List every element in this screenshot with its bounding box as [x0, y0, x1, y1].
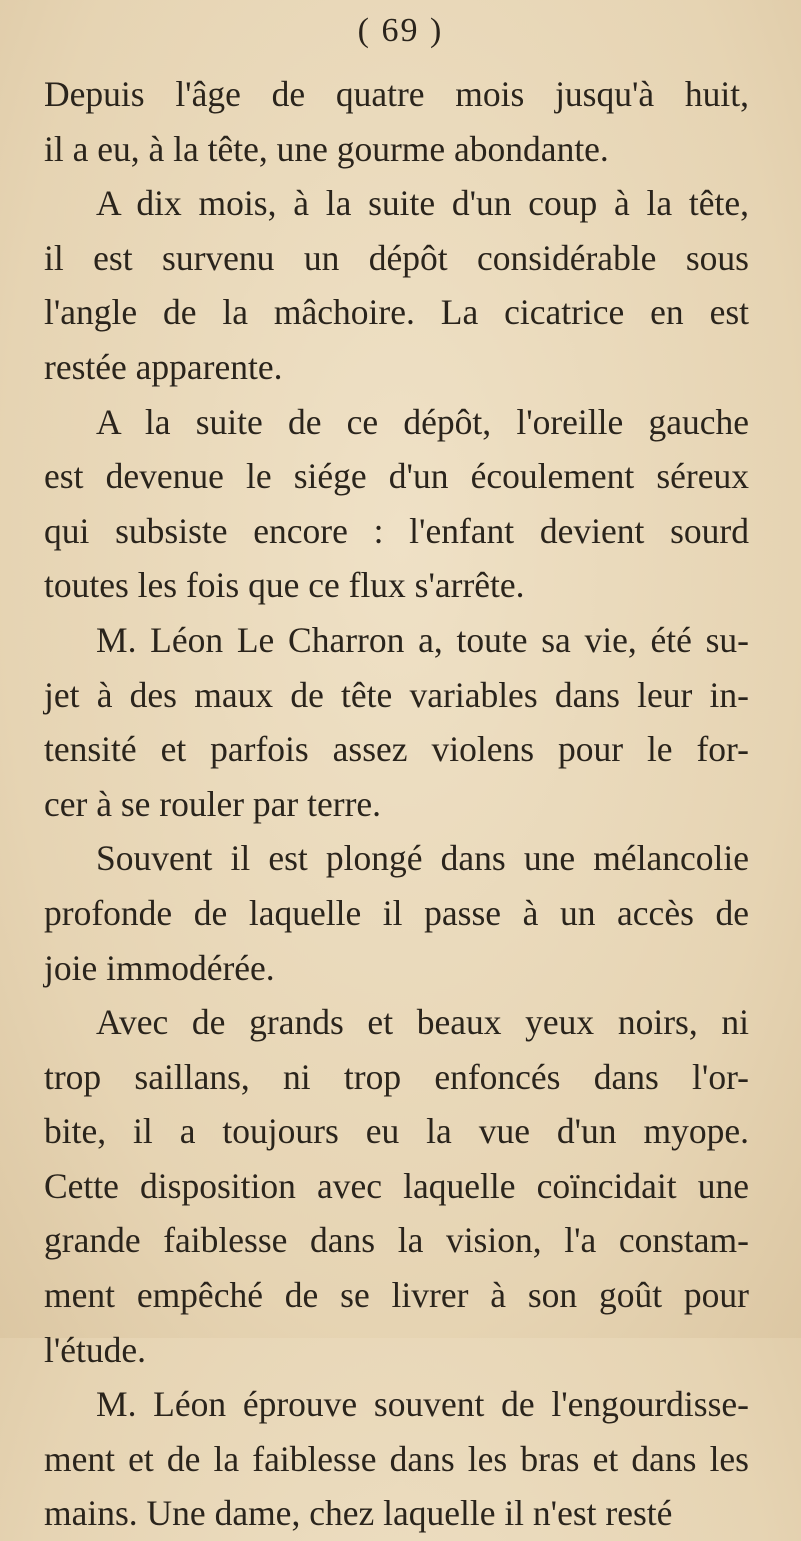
- page-number: ( 69 ): [357, 12, 444, 49]
- paragraph: [44, 995, 749, 1377]
- text-line: mains. Une dame, chez laquelle il n'est resté: [44, 1493, 673, 1534]
- text-line: A la suite de ce dépôt, l'oreille gauche: [96, 401, 749, 442]
- body-text: [44, 67, 749, 1541]
- text-line: ment et de la faiblesse dans les bras et dans les: [44, 1438, 749, 1479]
- text-line: cer à se rouler par terre.: [44, 783, 382, 824]
- paragraph: [44, 613, 749, 831]
- text-line: grande faiblesse dans la vision, l'a constam-: [44, 1220, 749, 1261]
- text-line: profonde de laquelle il passe à un accès de: [44, 892, 749, 933]
- text-line: M. Léon éprouve souvent de l'engourdisse-: [96, 1384, 749, 1425]
- text-line: est devenue le siége d'un écoulement séreux: [44, 456, 749, 497]
- paragraph: [44, 67, 749, 176]
- text-line: tensité et parfois assez violens pour le for-: [44, 729, 749, 770]
- paragraph: [44, 1377, 749, 1541]
- text-line: il a eu, à la tête, une gourme abondante.: [44, 128, 609, 169]
- text-line: joie immodérée.: [44, 947, 275, 988]
- text-line: Avec de grands et beaux yeux noirs, ni: [96, 1002, 749, 1043]
- text-line: ment empêché de se livrer à son goût pour: [44, 1275, 749, 1316]
- text-line: bite, il a toujours eu la vue d'un myope.: [44, 1111, 749, 1152]
- text-line: Cette disposition avec laquelle coïncidait une: [44, 1165, 749, 1206]
- paragraph: [44, 395, 749, 613]
- text-line: Depuis l'âge de quatre mois jusqu'à huit,: [44, 74, 749, 114]
- text-line: Souvent il est plongé dans une mélancolie: [96, 838, 749, 879]
- text-line: il est survenu un dépôt considérable sous: [44, 237, 749, 278]
- text-line: A dix mois, à la suite d'un coup à la tête,: [96, 183, 749, 224]
- text-line: jet à des maux de tête variables dans leur in-: [44, 674, 749, 715]
- text-line: l'étude.: [44, 1329, 147, 1370]
- text-line: M. Léon Le Charron a, toute sa vie, été su-: [96, 619, 749, 660]
- text-line: trop saillans, ni trop enfoncés dans l'or-: [44, 1056, 749, 1097]
- text-line: restée apparente.: [44, 346, 283, 387]
- text-line: l'angle de la mâchoire. La cicatrice en est: [44, 292, 749, 333]
- text-line: qui subsiste encore : l'enfant devient sourd: [44, 510, 749, 551]
- paragraph: [44, 831, 749, 995]
- paragraph: [44, 176, 749, 394]
- text-line: toutes les fois que ce flux s'arrête.: [44, 565, 525, 606]
